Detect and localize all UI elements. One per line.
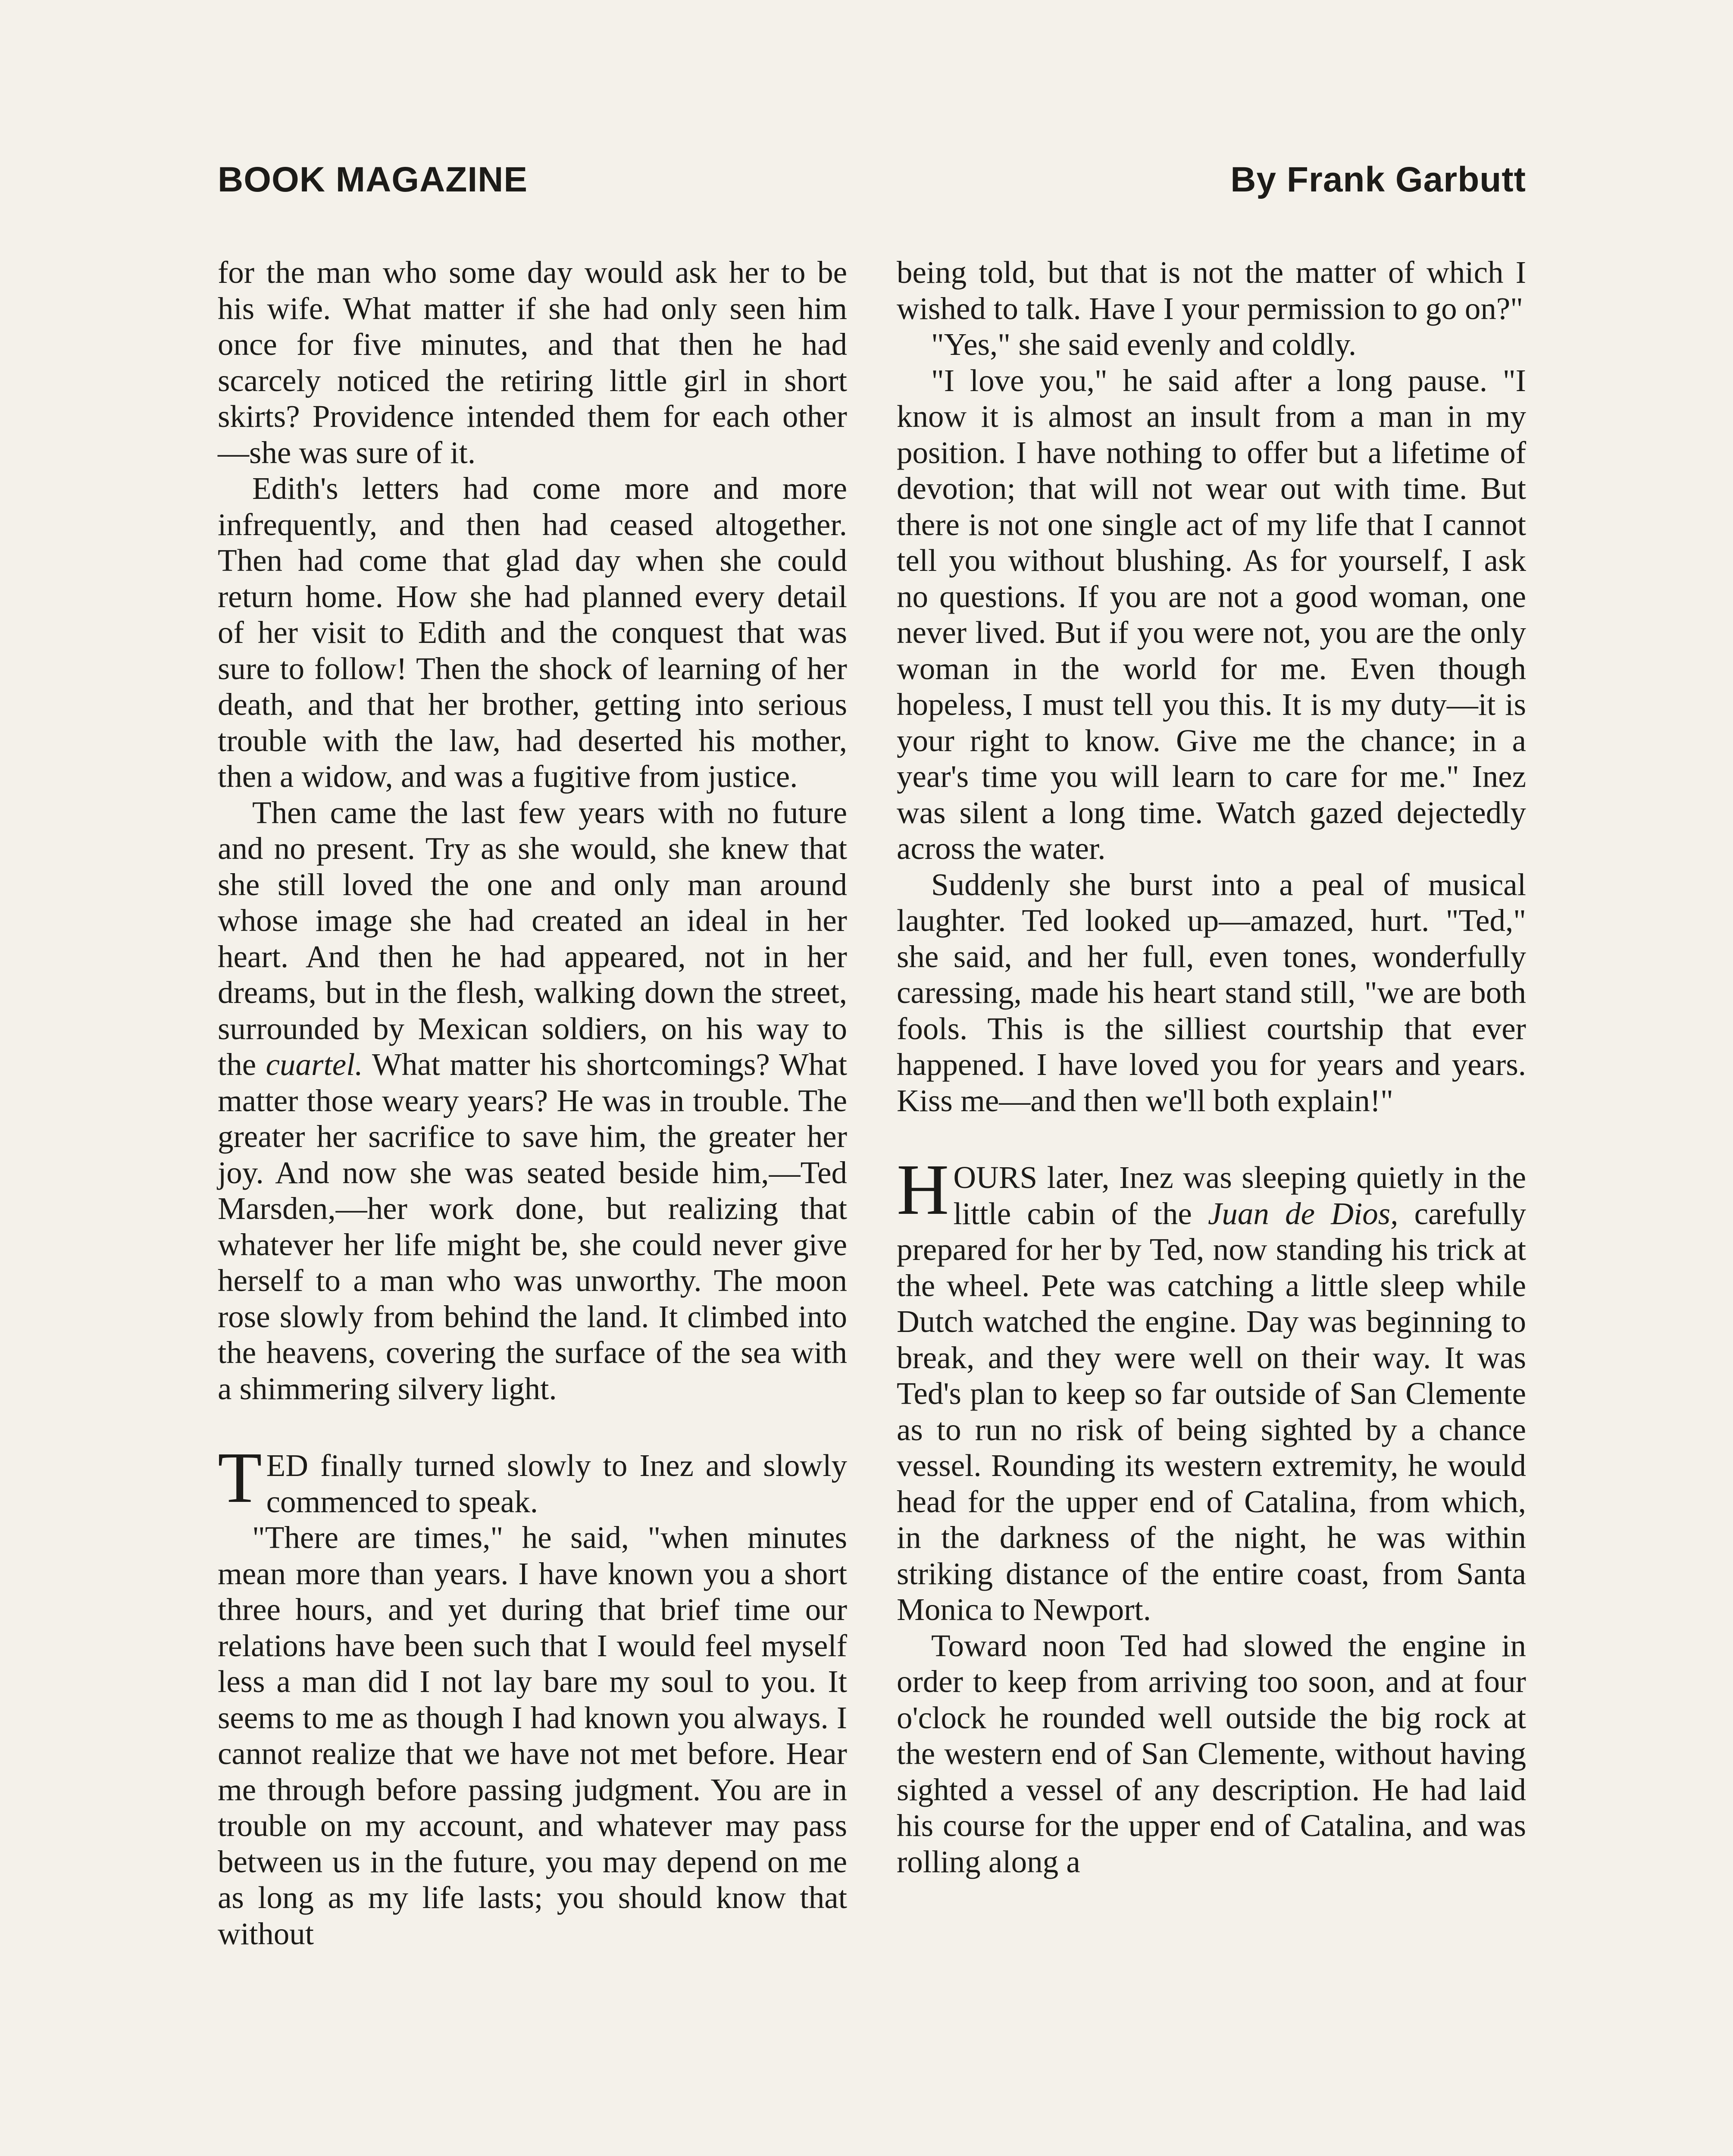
drop-cap: T (218, 1438, 262, 1518)
section-opening-paragraph (218, 1438, 847, 1520)
left-column (218, 254, 847, 2156)
paragraph-text: Then came the last few years with no future and no present. Try as she would, she knew that she still loved the one and only man around whose image she had created an ideal in her heart. And then he had appeared, not in her dreams, but in the flesh, walking down the street, surrounded by Mexican soldiers, on his way to the (218, 795, 847, 1082)
magazine-title: BOOK MAGAZINE (218, 160, 528, 199)
paragraph (218, 795, 847, 1407)
paragraph-text: ED finally turned slowly to Inez and slowly commenced to speak. (266, 1448, 847, 1519)
paragraph: "I love you," he said after a long pause. "I know it is almost an insult from a man in my position. I have nothing to offer but a lifetime of devotion; that will not wear out with time. But there is not one single act of my life that I cannot tell you without blushing. As for yourself, I ask no questions. If you are not a good woman, one never lived. But if you were not, you are the only woman in the world for me. Even though hopeless, I must tell you this. It is my duty—it is your right to know. Give me the chance; in a year's time you will learn to care for me." Inez was silent a long time. Watch gazed dejectedly across the water. (897, 363, 1526, 866)
paragraph: for the man who some day would ask her to be his wife. What matter if she had only seen him once for five minutes, and that then he had scarcely noticed the retiring little girl in short skirts? Providence intended them for each other—she was sure of it. (218, 255, 847, 470)
paragraph: Edith's letters had come more and more infrequently, and then had ceased altogether. Then had come that glad day when she could return home. How she had planned every detail of her visit to Edith and the conquest that was sure to follow! Then the shock of learning of her death, and that her brother, getting into serious trouble with the law, had deserted his mother, then a widow, and was a fugitive from justice. (218, 471, 847, 794)
text-columns (218, 254, 1526, 2156)
paragraph-text: What matter his shortcomings? What matter those weary years? He was in trouble. The greater her sacrifice to save him, the greater her joy. And now she was seated beside him,—Ted Marsden,—her work done, but realizing that whatever her life might be, she could never give herself to a man who was unworthy. The moon rose slowly from behind the land. It climbed into the heavens, covering the surface of the sea with a shimmering silvery light. (218, 1047, 847, 1406)
section-opening-paragraph (897, 1150, 1526, 1628)
paragraph: "Yes," she said evenly and coldly. (931, 327, 1357, 362)
italic-ship-name: Juan de Dios, (1208, 1196, 1398, 1231)
paragraph-text: carefully prepared for her by Ted, now standing his trick at the wheel. Pete was catching a little sleep while Dutch watched the engine. Day was beginning to break, and they were well on their way. It was Ted's plan to keep so far outside of San Clemente as to run no risk of being sighted by a chance vessel. Rounding its western extremity, he would head for the upper end of Catalina, from which, in the darkness of the night, he was within striking distance of the entire coast, from Santa Monica to Newport. (897, 1196, 1526, 1627)
paragraph: Toward noon Ted had slowed the engine in order to keep from arriving too soon, and at four o'clock he rounded well outside the big rock at the western end of San Clemente, without having sighted a vessel of any description. He had laid his course for the upper end of Catalina, and was rolling along a (897, 1628, 1526, 1879)
paragraph: Suddenly she burst into a peal of musical laughter. Ted looked up—amazed, hurt. "Ted," she said, and her full, even tones, wonderfully caressing, made his heart stand still, "we are both fools. This is the silliest courtship that ever happened. I have loved you for years and years. Kiss me—and then we'll both explain!" (897, 867, 1526, 1118)
author-byline: By Frank Garbutt (1230, 160, 1526, 199)
italic-word: cuartel. (266, 1047, 363, 1082)
paragraph: being told, but that is not the matter of which I wished to talk. Have I your permission to go on?" (897, 255, 1526, 326)
right-column (897, 254, 1526, 2156)
running-header (218, 160, 1526, 211)
paragraph: "There are times," he said, "when minutes mean more than years. I have known you a short three hours, and yet during that brief time our relations have been such that I would feel myself less a man did I not lay bare my soul to you. It seems to me as though I had known you always. I cannot realize that we have not met before. Hear me through before passing judgment. You are in trouble on my account, and whatever may pass between us in the future, you may depend on me as long as my life lasts; you should know that without (218, 1520, 847, 1951)
drop-cap: H (897, 1150, 949, 1230)
paragraph-text: OURS later, Inez was sleeping quietly in the little cabin of the (953, 1160, 1526, 1231)
